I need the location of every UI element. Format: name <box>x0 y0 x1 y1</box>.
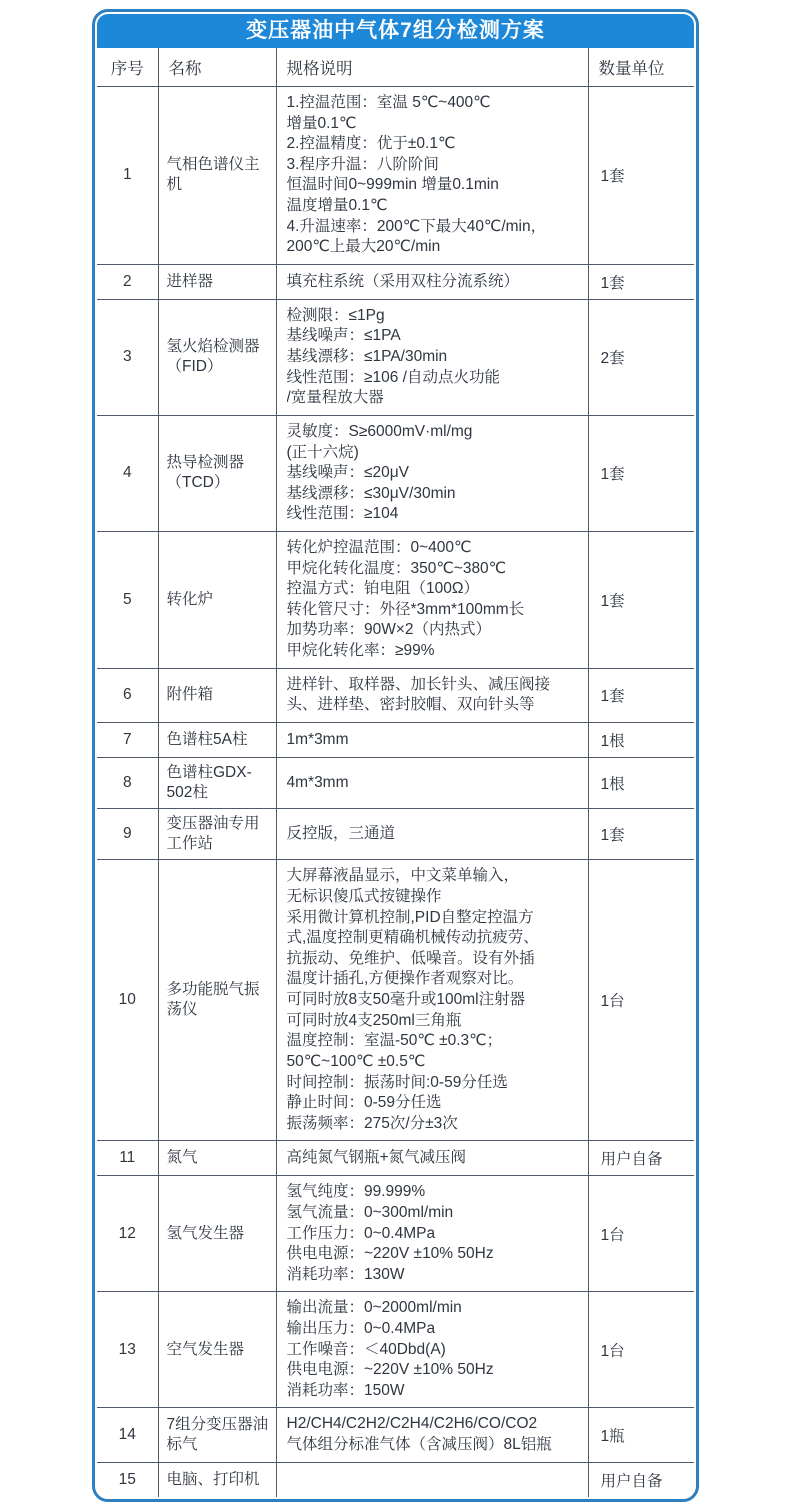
table-row <box>97 415 694 531</box>
table-row <box>97 757 694 808</box>
spec-line: 输出压力：0~0.4MPa <box>286 1319 436 1337</box>
table-row <box>97 299 694 415</box>
spec-line: 式,温度控制更精确机械传动抗疲劳、 <box>286 929 539 947</box>
spec-line: 供电电源：~220V ±10% 50Hz <box>286 1245 494 1263</box>
row-number-cell: 9 <box>97 809 158 860</box>
item-spec-cell <box>276 1462 588 1497</box>
spec-line: 检测限：≤1Pg <box>286 306 385 324</box>
item-name-cell: 氢火焰检测器（FID） <box>158 299 276 415</box>
spec-line: 工作压力：0~0.4MPa <box>286 1224 436 1242</box>
spec-line: 消耗功率：130W <box>286 1265 405 1283</box>
spec-line: 基线噪声：≤20μV <box>286 464 410 482</box>
row-number-cell: 5 <box>97 531 158 668</box>
spec-line: 温度计插孔,方便操作者观察对比。 <box>286 970 524 988</box>
quantity-cell: 1台 <box>588 1176 694 1292</box>
table-row <box>97 531 694 668</box>
item-name-cell: 附件箱 <box>158 668 276 722</box>
spec-line: 1.控温范围：室温 5℃~400℃ <box>286 94 491 111</box>
spec-line: 无标识傻瓜式按键操作 <box>286 888 442 906</box>
item-name-cell: 进样器 <box>158 264 276 299</box>
spec-line: 温度控制：室温-50℃ ±0.3℃； <box>286 1032 503 1050</box>
quantity-cell: 1套 <box>588 87 694 265</box>
item-spec-cell <box>276 1292 588 1408</box>
spec-table-card <box>92 9 699 1502</box>
spec-line: 线性范围：≥104 <box>286 505 399 523</box>
item-name-cell: 热导检测器（TCD） <box>158 415 276 531</box>
item-spec-cell <box>276 415 588 531</box>
spec-line: 高纯氮气钢瓶+氮气减压阀 <box>286 1149 467 1167</box>
spec-line: 进样针、取样器、加长针头、减压阀接 <box>286 675 551 693</box>
spec-line: 气体组分标准气体（含减压阀）8L铝瓶 <box>286 1436 552 1454</box>
spec-line: 1m*3mm <box>286 730 349 748</box>
table-row <box>97 87 694 265</box>
table-row <box>97 809 694 860</box>
spec-line: 基线噪声：≤1PA <box>286 327 401 345</box>
row-number-cell: 11 <box>97 1141 158 1176</box>
row-number-cell: 10 <box>97 860 158 1141</box>
quantity-cell: 1套 <box>588 415 694 531</box>
spec-line: 3.程序升温：八阶阶间 <box>286 155 439 173</box>
item-name-cell: 变压器油专用工作站 <box>158 809 276 860</box>
col-header-spec: 规格说明 <box>276 48 588 87</box>
spec-line: 甲烷化转化温度：350℃~380℃ <box>286 559 507 577</box>
quantity-cell: 2套 <box>588 299 694 415</box>
spec-line: 工作噪音：＜40Dbd(A) <box>286 1340 446 1358</box>
item-spec-cell <box>276 860 588 1141</box>
quantity-cell: 1套 <box>588 809 694 860</box>
spec-line: 4.升温速率：200℃下最大40℃/min， <box>286 217 547 235</box>
quantity-cell: 1套 <box>588 668 694 722</box>
item-name-cell: 色谱柱5A柱 <box>158 722 276 757</box>
item-name-cell: 7组分变压器油标气 <box>158 1408 276 1462</box>
item-spec-cell <box>276 1141 588 1176</box>
table-title: 变压器油中气体7组分检测方案 <box>97 14 694 48</box>
spec-line: 恒温时间0~999min 增量0.1min <box>286 176 499 194</box>
row-number-cell: 13 <box>97 1292 158 1408</box>
table-row <box>97 264 694 299</box>
spec-line: 加势功率：90W×2（内热式） <box>286 621 492 639</box>
spec-line: H2/CH4/C2H2/C2H4/C2H6/CO/CO2 <box>286 1415 538 1433</box>
item-spec-cell <box>276 531 588 668</box>
spec-line: 消耗功率：150W <box>286 1381 405 1399</box>
col-header-qty: 数量单位 <box>588 48 694 87</box>
item-name-cell: 气相色谱仪主机 <box>158 87 276 265</box>
quantity-cell: 1台 <box>588 1292 694 1408</box>
spec-line: 氢气纯度：99.999% <box>286 1183 426 1201</box>
spec-line: (正十六烷) <box>286 443 359 461</box>
spec-line: 抗振动、免维护、低噪音。设有外插 <box>286 949 535 967</box>
item-name-cell: 转化炉 <box>158 531 276 668</box>
spec-line: 灵敏度：S≥6000mV·ml/mg <box>286 422 473 440</box>
spec-line: 4m*3mm <box>286 773 349 791</box>
quantity-cell: 1根 <box>588 757 694 808</box>
item-name-cell: 电脑、打印机 <box>158 1462 276 1497</box>
spec-line: 增量0.1℃ <box>286 114 357 132</box>
quantity-cell: 用户自备 <box>588 1462 694 1497</box>
spec-line: 输出流量：0~2000ml/min <box>286 1299 462 1317</box>
row-number-cell: 2 <box>97 264 158 299</box>
item-spec-cell <box>276 1176 588 1292</box>
table-row <box>97 1141 694 1176</box>
spec-line: 温度增量0.1℃ <box>286 197 388 215</box>
spec-line: 转化炉控温范围：0~400℃ <box>286 538 472 556</box>
spec-line: 供电电源：~220V ±10% 50Hz <box>286 1361 494 1379</box>
quantity-cell: 1台 <box>588 860 694 1141</box>
row-number-cell: 6 <box>97 668 158 722</box>
item-spec-cell <box>276 809 588 860</box>
spec-line: 200℃上最大20℃/min <box>286 238 441 256</box>
item-spec-cell <box>276 264 588 299</box>
item-spec-cell <box>276 1408 588 1462</box>
quantity-cell: 1套 <box>588 264 694 299</box>
spec-line: 2.控温精度：优于±0.1℃ <box>286 135 456 153</box>
spec-line: 氢气流量：0~300ml/min <box>286 1203 454 1221</box>
spec-line: 基线漂移：≤1PA/30min <box>286 348 448 366</box>
spec-line: /宽量程放大器 <box>286 389 384 407</box>
spec-line: 采用微计算机控制,PID自整定控温方 <box>286 908 534 926</box>
spec-table <box>97 48 694 1497</box>
spec-line: 可同时放4支250ml三角瓶 <box>286 1011 462 1029</box>
item-name-cell: 色谱柱GDX-502柱 <box>158 757 276 808</box>
table-row <box>97 1462 694 1497</box>
row-number-cell: 3 <box>97 299 158 415</box>
quantity-cell: 1瓶 <box>588 1408 694 1462</box>
spec-line: 反控版，三通道 <box>286 824 396 842</box>
spec-line: 填充柱系统（采用双柱分流系统） <box>286 272 520 290</box>
item-name-cell: 空气发生器 <box>158 1292 276 1408</box>
spec-table-body <box>97 87 694 1497</box>
spec-line: 头、进样垫、密封胶帽、双向针头等 <box>286 696 535 714</box>
spec-line: 甲烷化转化率：≥99% <box>286 642 435 660</box>
spec-line: 控温方式：铂电阻（100Ω） <box>286 580 479 598</box>
spec-line: 线性范围：≥106 /自动点火功能 <box>286 368 500 386</box>
item-name-cell: 多功能脱气振荡仪 <box>158 860 276 1141</box>
item-spec-cell <box>276 722 588 757</box>
spec-line: 可同时放8支50毫升或100ml注射器 <box>286 991 526 1009</box>
table-row <box>97 1408 694 1462</box>
table-row <box>97 1292 694 1408</box>
spec-line: 大屏幕液晶显示，中文菜单输入， <box>286 867 520 885</box>
spec-line: 振荡频率：275次/分±3次 <box>286 1114 458 1132</box>
header-row <box>97 48 694 87</box>
table-row <box>97 1176 694 1292</box>
item-spec-cell <box>276 668 588 722</box>
item-spec-cell <box>276 757 588 808</box>
spec-line: 50℃~100℃ ±0.5℃ <box>286 1052 426 1070</box>
col-header-name: 名称 <box>158 48 276 87</box>
table-row <box>97 668 694 722</box>
col-header-no: 序号 <box>97 48 158 87</box>
row-number-cell: 1 <box>97 87 158 265</box>
row-number-cell: 15 <box>97 1462 158 1497</box>
spec-line: 基线漂移：≤30μV/30min <box>286 484 456 502</box>
row-number-cell: 4 <box>97 415 158 531</box>
item-name-cell: 氮气 <box>158 1141 276 1176</box>
row-number-cell: 12 <box>97 1176 158 1292</box>
quantity-cell: 1根 <box>588 722 694 757</box>
spec-line: 静止时间：0-59分任选 <box>286 1094 442 1112</box>
table-row <box>97 860 694 1141</box>
table-row <box>97 722 694 757</box>
item-name-cell: 氢气发生器 <box>158 1176 276 1292</box>
row-number-cell: 14 <box>97 1408 158 1462</box>
spec-line: 时间控制：振荡时间:0-59分任选 <box>286 1073 508 1091</box>
spec-line: 转化管尺寸：外径*3mm*100mm长 <box>286 600 525 618</box>
item-spec-cell <box>276 299 588 415</box>
quantity-cell: 用户自备 <box>588 1141 694 1176</box>
quantity-cell: 1套 <box>588 531 694 668</box>
item-spec-cell <box>276 87 588 265</box>
row-number-cell: 7 <box>97 722 158 757</box>
row-number-cell: 8 <box>97 757 158 808</box>
